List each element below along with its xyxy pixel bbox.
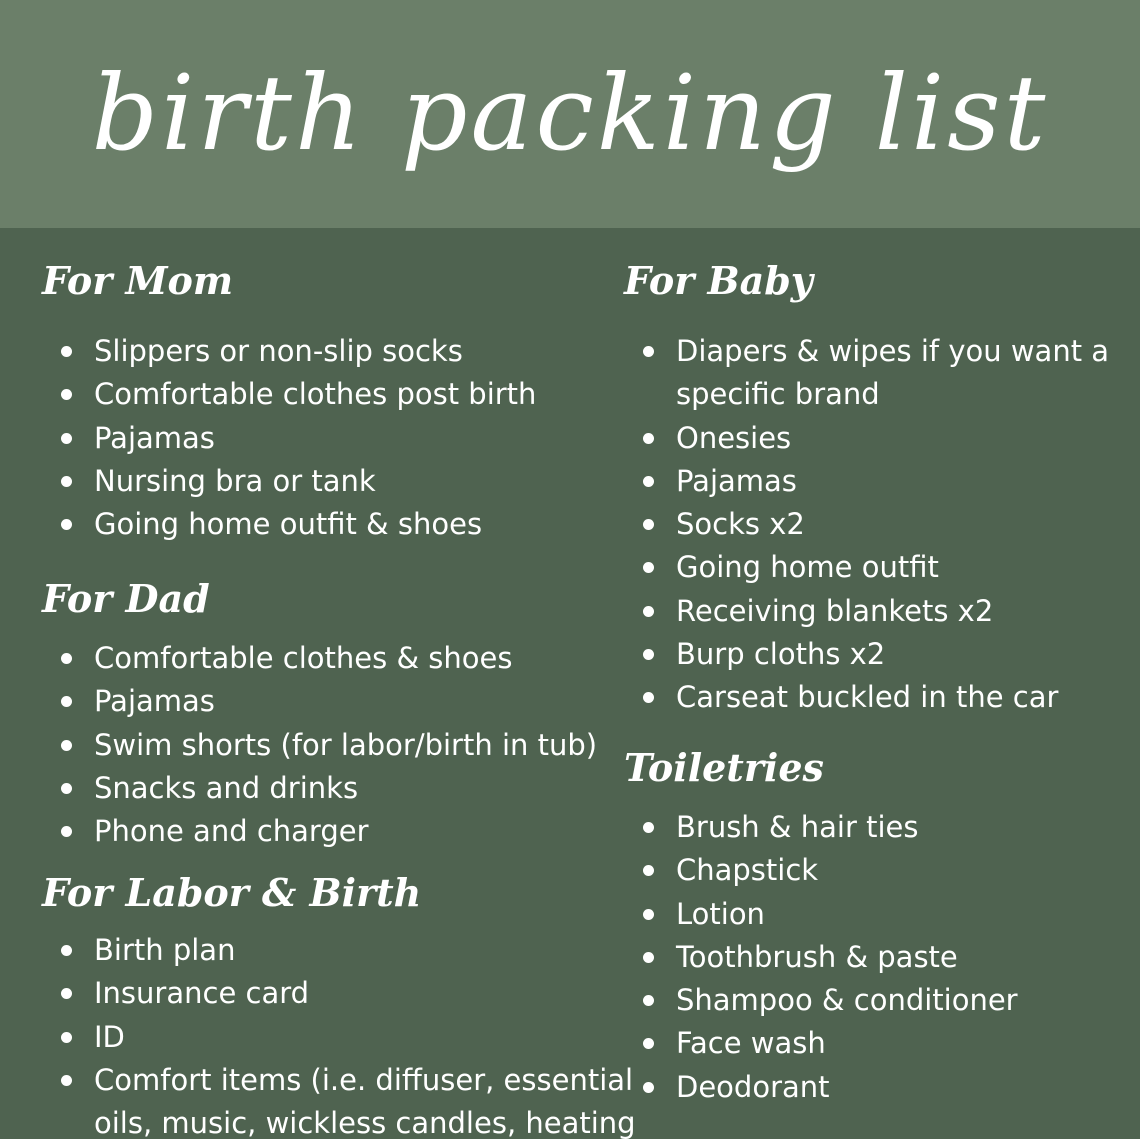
bullet-icon [643,519,654,530]
bullet-icon [61,826,72,837]
bullet-icon [643,476,654,487]
baby-item-list [624,330,1109,720]
list-item: Toothbrush & paste [624,936,1018,979]
list-item: Burp cloths x2 [624,633,1109,676]
list-item: Slippers or non-slip socks [42,330,536,373]
list-item: Chapstick [624,849,1018,892]
list-item: Comfortable clothes post birth [42,373,536,416]
section-heading-mom: For Mom [42,258,234,303]
list-item: Nursing bra or tank [42,460,536,503]
list-item: Insurance card [42,972,636,1015]
mom-item-list [42,330,536,546]
bullet-icon [643,865,654,876]
list-item-continuation: oils, music, wickless candles, heating [94,1106,636,1139]
bullet-icon [61,1075,72,1086]
title-banner [0,0,1140,228]
list-item-continuation: specific brand [676,377,880,412]
bullet-icon [61,1032,72,1043]
bullet-icon [643,995,654,1006]
list-item: Birth plan [42,929,636,972]
page-title: birth packing list [91,52,1049,174]
bullet-icon [643,909,654,920]
labor-birth-item-list [42,929,636,1139]
section-heading-baby: For Baby [624,258,813,303]
bullet-icon [643,822,654,833]
bullet-icon [643,1082,654,1093]
list-item: Going home outfit [624,546,1109,589]
list-item: Receiving blankets x2 [624,590,1109,633]
list-item: Pajamas [42,417,536,460]
list-item: Diapers & wipes if you want a [624,330,1109,373]
bullet-icon [643,346,654,357]
bullet-icon [61,476,72,487]
bullet-icon [643,606,654,617]
bullet-icon [61,945,72,956]
list-item: Onesies [624,417,1109,460]
bullet-icon [61,740,72,751]
bullet-icon [643,692,654,703]
list-item: Snacks and drinks [42,767,597,810]
list-item: Comfort items (i.e. diffuser, essential [42,1059,636,1102]
list-item: Brush & hair ties [624,806,1018,849]
list-item: Pajamas [624,460,1109,503]
section-heading-dad: For Dad [42,576,210,621]
list-item: Carseat buckled in the car [624,676,1109,719]
bullet-icon [61,783,72,794]
section-heading-toiletries: Toiletries [624,745,824,790]
list-item: ID [42,1016,636,1059]
bullet-icon [61,389,72,400]
bullet-icon [61,653,72,664]
bullet-icon [643,562,654,573]
list-item: Pajamas [42,680,597,723]
list-item: Lotion [624,893,1018,936]
list-item: Comfortable clothes & shoes [42,637,597,680]
list-item: Shampoo & conditioner [624,979,1018,1022]
dad-item-list [42,637,597,853]
bullet-icon [643,433,654,444]
list-item: Phone and charger [42,810,597,853]
bullet-icon [61,696,72,707]
bullet-icon [61,346,72,357]
bullet-icon [61,988,72,999]
bullet-icon [61,433,72,444]
toiletries-item-list [624,806,1018,1109]
list-item: Swim shorts (for labor/birth in tub) [42,724,597,767]
list-item: Going home outfit & shoes [42,503,536,546]
list-item: Face wash [624,1022,1018,1065]
list-item: Socks x2 [624,503,1109,546]
bullet-icon [643,1038,654,1049]
list-item: Deodorant [624,1066,1018,1109]
bullet-icon [643,952,654,963]
bullet-icon [643,649,654,660]
bullet-icon [61,519,72,530]
section-heading-labor-birth: For Labor & Birth [42,870,422,915]
